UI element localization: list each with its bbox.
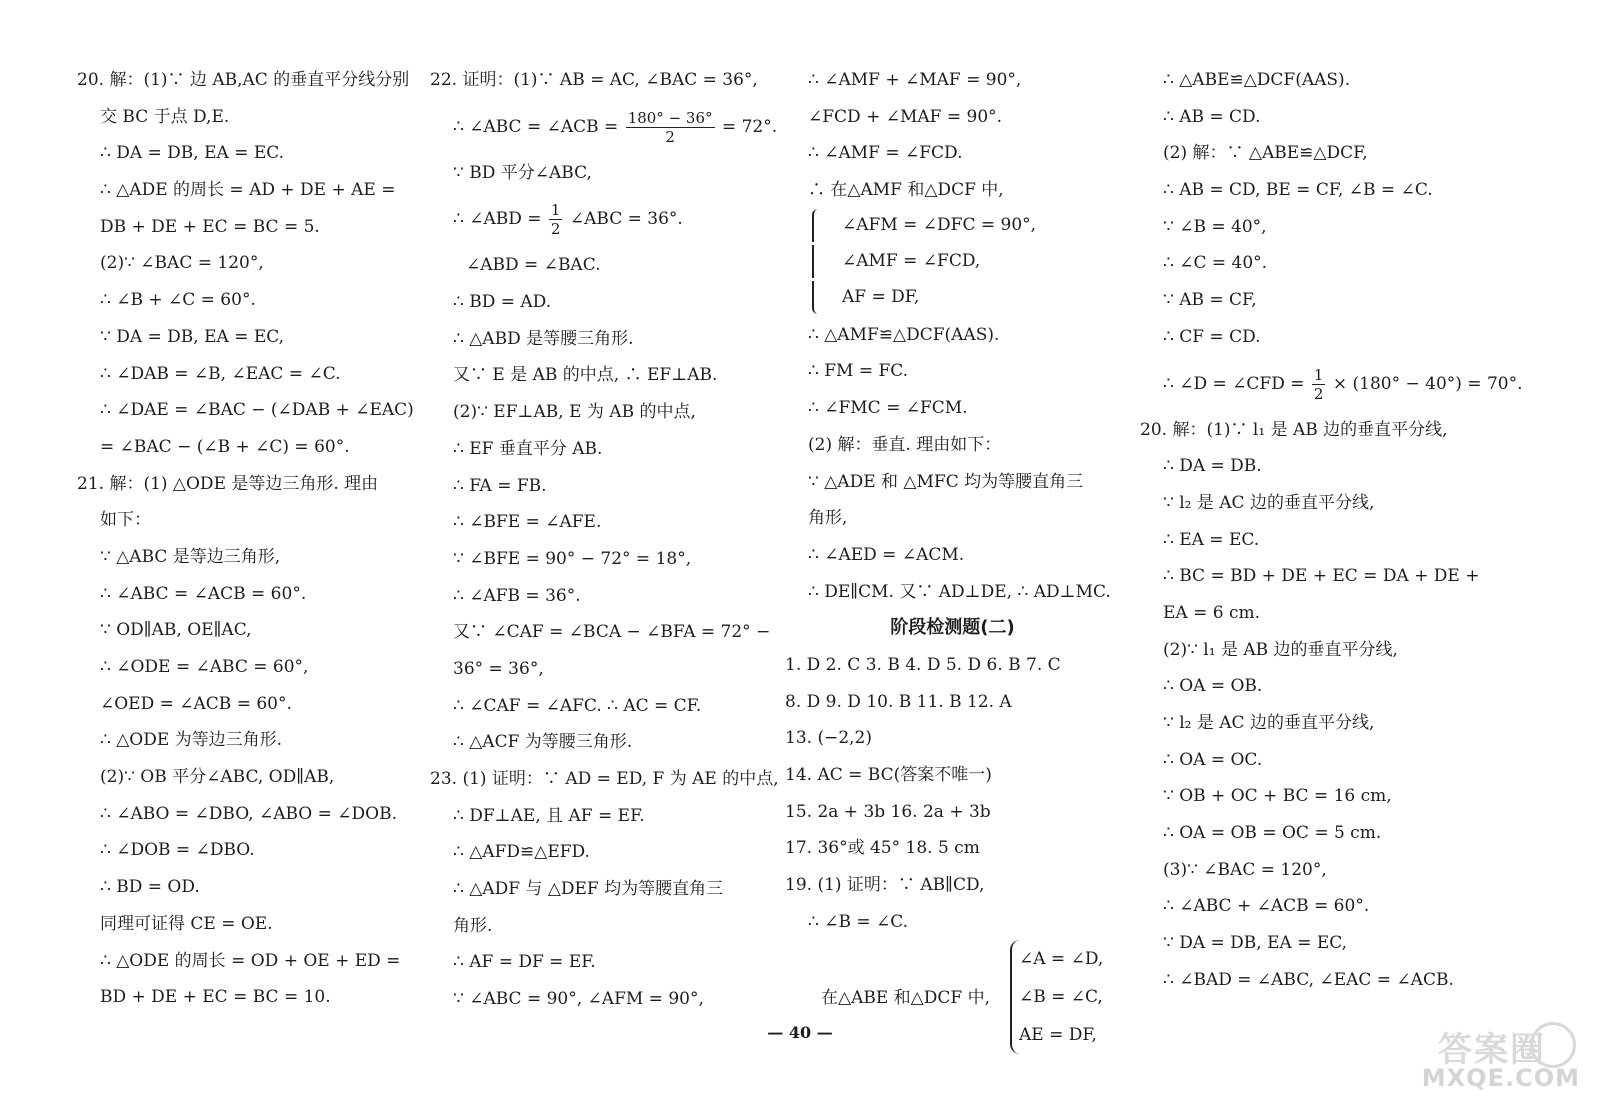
text-line: 角形.	[453, 915, 493, 936]
text-line: ∴ ∠ODE = ∠ABC = 60°,	[100, 657, 309, 677]
system-lead: 在△ABE 和△DCF 中,	[821, 988, 990, 1009]
text-line: = ∠BAC − (∠B + ∠C) = 60°.	[100, 436, 350, 457]
answer-line: 8. D 9. D 10. B 11. B 12. A	[785, 691, 1012, 712]
fraction-denominator: 2	[550, 220, 561, 239]
column-1	[77, 62, 414, 1016]
page-number: — 40 —	[767, 1023, 833, 1042]
fraction	[549, 201, 563, 238]
text-line: (2)∵ l₁ 是 AB 边的垂直平分线,	[1163, 639, 1398, 660]
text-line: 如下：	[100, 510, 151, 531]
text-line: ∴ ∠DOB = ∠DBO.	[100, 840, 255, 861]
text-line: ∴ △ACF 为等腰三角形.	[453, 732, 633, 753]
text-segment: = 72°.	[721, 116, 778, 137]
text-segment: ∴ ∠D = ∠CFD =	[1163, 373, 1305, 394]
text-line: ∴ ∠ABC + ∠ACB = 60°.	[1163, 896, 1370, 917]
text-line: ∴ ∠C = 40°.	[1163, 253, 1268, 274]
text-line: ∵ l₂ 是 AC 边的垂直平分线,	[1163, 492, 1375, 513]
text-line: EA = 6 cm.	[1163, 602, 1261, 623]
text-line: ∴ AF = DF = EF.	[453, 952, 596, 973]
text-line: 22. 证明：(1)∵ AB = AC, ∠BAC = 36°,	[430, 70, 758, 90]
answer-line: 19. (1) 证明：∵ AB∥CD,	[785, 875, 985, 896]
text-line: ∴ OA = OB = OC = 5 cm.	[1163, 823, 1382, 844]
text-line: ∴ DE∥CM. 又∵ AD⊥DE, ∴ AD⊥MC.	[808, 581, 1111, 602]
text-segment: ∴ ∠ABC = ∠ACB =	[453, 116, 619, 137]
answer-line: ∴ ∠B = ∠C.	[808, 911, 909, 932]
text-line: 20. 解：(1)∵ l₁ 是 AB 边的垂直平分线,	[1140, 419, 1448, 440]
text-line: ∵ ∠BFE = 90° − 72° = 18°,	[453, 548, 692, 569]
system-item: AE = DF,	[1019, 1025, 1097, 1046]
text-line: 20. 解：(1)∵ 边 AB,AC 的垂直平分线分别	[77, 70, 410, 90]
text-line: ∴ ∠B + ∠C = 60°.	[100, 290, 256, 311]
brace-line: ∠AMF = ∠FCD,	[812, 245, 1120, 278]
text-line: 又∵ ∠CAF = ∠BCA − ∠BFA = 72° −	[453, 622, 771, 643]
text-line: ∠OED = ∠ACB = 60°.	[100, 693, 292, 714]
watermark-text: 答案圈	[1438, 1030, 1546, 1070]
text-line: ∴ EF 垂直平分 AB.	[453, 438, 603, 459]
text-line: ∴ AB = CD, BE = CF, ∠B = ∠C.	[1163, 180, 1433, 201]
fraction-line	[1140, 356, 1523, 412]
text-line: ∴ △ABD 是等腰三角形.	[453, 328, 634, 349]
text-line: (2) 解：∵ △ABE≌△DCF,	[1163, 143, 1368, 164]
text-line: ∵ BD 平分∠ABC,	[453, 162, 592, 183]
text-line: ∴ △ABE≌△DCF(AAS).	[1163, 70, 1351, 90]
text-line: ∴ ∠ABC = ∠ACB = 60°.	[100, 583, 307, 604]
text-line: ∴ CF = CD.	[1163, 326, 1261, 347]
text-line: ∴ ∠DAB = ∠B, ∠EAC = ∠C.	[100, 363, 341, 384]
text-line: 23. (1) 证明：∵ AD = ED, F 为 AE 的中点,	[430, 769, 779, 789]
text-line: DB + DE + EC = BC = 5.	[100, 216, 320, 237]
text-line: ∴ 在△AMF 和△DCF 中,	[808, 180, 1004, 201]
text-line: 又∵ E 是 AB 的中点, ∴ EF⊥AB.	[453, 365, 718, 386]
text-line: ∴ ∠AFB = 36°.	[453, 585, 581, 606]
text-line: 交 BC 于点 D,E.	[100, 106, 230, 127]
text-line: ∵ OD∥AB, OE∥AC,	[100, 620, 252, 641]
answer-line: 13. (−2,2)	[785, 728, 872, 749]
text-line: ∠FCD + ∠MAF = 90°.	[808, 106, 1003, 127]
section-heading: 阶段检测题(二)	[890, 617, 1015, 639]
text-line: ∴ DA = DB.	[1163, 456, 1262, 477]
text-line: (2)∵ ∠BAC = 120°,	[100, 253, 264, 274]
watermark-url: MXQE.COM	[1421, 1064, 1580, 1092]
fraction	[1312, 366, 1326, 403]
column-4	[1140, 62, 1523, 999]
text-line: ∴ FA = FB.	[453, 475, 547, 496]
text-segment: ∴ ∠ABD =	[453, 209, 542, 230]
text-line: ∵ DA = DB, EA = EC,	[100, 326, 285, 347]
text-line: ∴ OA = OC.	[1163, 749, 1263, 770]
text-line: ∴ DF⊥AE, 且 AF = EF.	[453, 805, 645, 826]
text-line: ∵ DA = DB, EA = EC,	[1163, 933, 1348, 954]
answer-line: 15. 2a + 3b 16. 2a + 3b	[785, 801, 991, 822]
text-line: (2)∵ OB 平分∠ABC, OD∥AB,	[100, 767, 335, 788]
fraction-numerator: 1	[550, 201, 561, 220]
text-line: ∴ △ADE 的周长 = AD + DE + AE =	[100, 180, 396, 201]
text-line: ∵ △ABC 是等边三角形,	[100, 546, 281, 567]
text-line: BD + DE + EC = BC = 10.	[100, 987, 331, 1008]
answer-line: 1. D 2. C 3. B 4. D 5. D 6. B 7. C	[785, 654, 1061, 675]
fraction-numerator: 1	[1313, 365, 1324, 384]
text-line: ∵ AB = CF,	[1163, 290, 1257, 311]
text-line: ∴ ∠BFE = ∠AFE.	[453, 512, 602, 533]
text-line: 同理可证得 CE = OE.	[100, 913, 273, 934]
text-line: ∵ OB + OC + BC = 16 cm,	[1163, 786, 1392, 807]
fraction-line	[430, 191, 760, 247]
text-line: ∴ △ADF 与 △DEF 均为等腰直角三	[453, 879, 724, 900]
text-line: ∴ BD = AD.	[453, 292, 552, 313]
system-item: ∠A = ∠D,	[1019, 949, 1104, 970]
text-segment: × (180° − 40°) = 70°.	[1332, 373, 1523, 394]
text-line: 36° = 36°,	[453, 658, 544, 679]
column-2	[430, 62, 779, 1018]
text-line: ∠ABD = ∠BAC.	[466, 255, 601, 276]
text-line: (2) 解：垂直. 理由如下：	[808, 434, 1002, 455]
text-line: ∴ ∠BAD = ∠ABC, ∠EAC = ∠ACB.	[1163, 969, 1454, 990]
text-line: ∴ △AMF≌△DCF(AAS).	[808, 324, 1000, 345]
brace-line: ∠AFM = ∠DFC = 90°,	[812, 209, 1120, 242]
text-line: ∴ ∠AMF = ∠FCD.	[808, 143, 963, 164]
fraction-numerator: 180° − 36°	[627, 108, 713, 127]
text-line: ∴ △ODE 为等边三角形.	[100, 730, 283, 751]
text-line: ∵ l₂ 是 AC 边的垂直平分线,	[1163, 713, 1375, 733]
text-line: ∴ ∠DAE = ∠BAC − (∠DAB + ∠EAC)	[100, 400, 414, 421]
column-3	[785, 62, 1120, 1058]
text-line: (3)∵ ∠BAC = 120°,	[1163, 859, 1327, 880]
fraction-denominator: 2	[665, 127, 675, 146]
text-line: ∴ AB = CD.	[1163, 106, 1261, 127]
text-line: ∴ OA = OB.	[1163, 676, 1263, 697]
text-line: ∴ ∠AED = ∠ACM.	[808, 544, 965, 565]
text-line: ∵ ∠ABC = 90°, ∠AFM = 90°,	[453, 989, 704, 1010]
text-line: ∴ △AFD≌△EFD.	[453, 842, 590, 863]
text-segment: ∠ABC = 36°.	[569, 209, 683, 230]
answer-line: 17. 36°或 45° 18. 5 cm	[785, 838, 980, 859]
text-line: ∴ BC = BD + DE + EC = DA + DE +	[1163, 566, 1480, 587]
text-line: ∴ EA = EC.	[1163, 529, 1260, 550]
answer-line: 14. AC = BC(答案不唯一)	[785, 765, 992, 785]
fraction-denominator: 2	[1313, 384, 1324, 403]
text-line: ∴ ∠CAF = ∠AFC. ∴ AC = CF.	[453, 695, 702, 716]
text-line: ∵ △ADE 和 △MFC 均为等腰直角三	[808, 471, 1084, 492]
watermark	[1365, 1022, 1580, 1092]
text-line: ∴ ∠ABO = ∠DBO, ∠ABO = ∠DOB.	[100, 803, 397, 824]
fraction	[626, 109, 715, 146]
text-line: (2)∵ EF⊥AB, E 为 AB 的中点,	[453, 402, 696, 423]
text-line: ∴ ∠AMF + ∠MAF = 90°,	[808, 70, 1022, 90]
text-line: 21. 解：(1) △ODE 是等边三角形. 理由	[77, 473, 379, 494]
text-line: ∴ ∠FMC = ∠FCM.	[808, 398, 968, 419]
text-line: ∴ △ODE 的周长 = OD + OE + ED =	[100, 950, 401, 971]
text-line: ∴ BD = OD.	[100, 877, 200, 898]
text-line: 角形,	[808, 508, 848, 529]
brace-line: AF = DF,	[812, 281, 1120, 314]
fraction-line	[430, 99, 778, 155]
text-line: ∵ ∠B = 40°,	[1163, 216, 1267, 237]
text-line: ∴ FM = FC.	[808, 361, 909, 382]
watermark-logo-icon	[1530, 1022, 1576, 1068]
text-line: ∴ DA = DB, EA = EC.	[100, 143, 285, 164]
system-item: ∠B = ∠C,	[1019, 987, 1103, 1008]
